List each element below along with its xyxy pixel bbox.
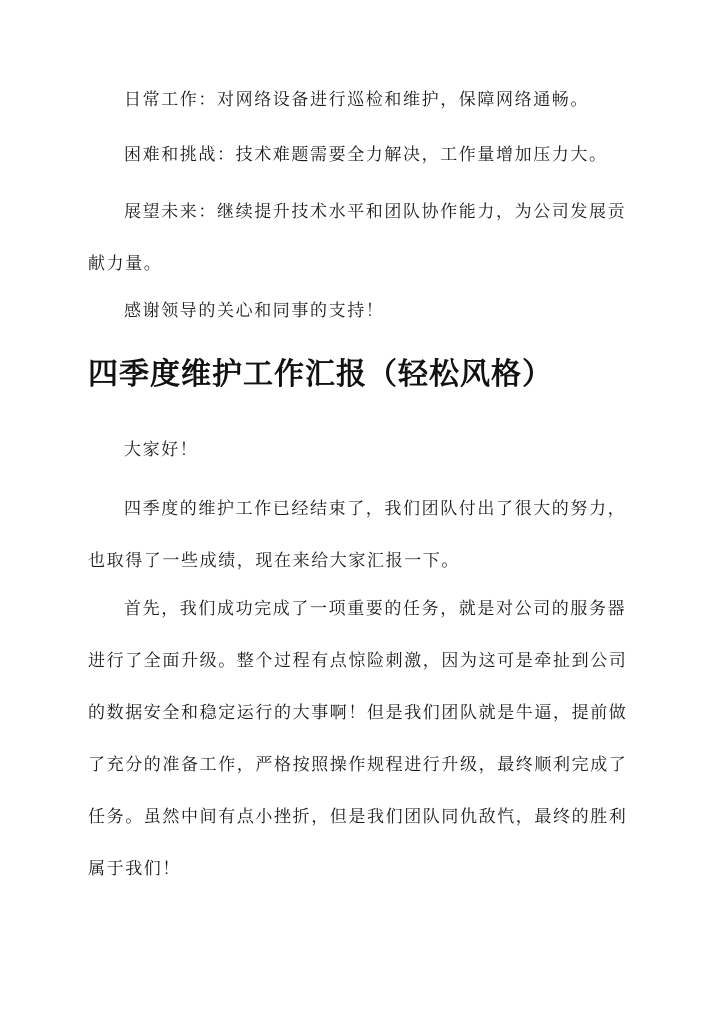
- section-title: 四季度维护工作汇报（轻松风格）: [88, 357, 553, 392]
- paragraph-greeting: 大家好！: [124, 440, 199, 460]
- paragraph-thanks: 感谢领导的关心和同事的支持！: [124, 301, 385, 321]
- paragraph-outlook: 展望未来：继续提升技术水平和团队协作能力，为公司发展贡献力量。: [88, 202, 627, 274]
- paragraph-daily-work: 日常工作：对网络设备进行巡检和维护，保障网络通畅。: [124, 90, 589, 110]
- paragraph-challenges: 困难和挑战：技术难题需要全力解决，工作量增加压力大。: [124, 145, 608, 165]
- paragraph-body: 首先，我们成功完成了一项重要的任务，就是对公司的服务器进行了全面升级。整个过程有点惊险刺激，因为这可是牵扯到公司的数据安全和稳定运行的大事啊！但是我们团队就是牛逼，提前做了充分的准备工作，严格按照操作规程进行升级，最终顺利完成了任务。虽然中间有点小挫折，但是我们团队同仇敌忾，最终的胜利属于我们！: [88, 599, 628, 879]
- paragraph-intro: 四季度的维护工作已经结束了，我们团队付出了很大的努力，也取得了一些成绩，现在来给大家汇报一下。: [88, 499, 627, 571]
